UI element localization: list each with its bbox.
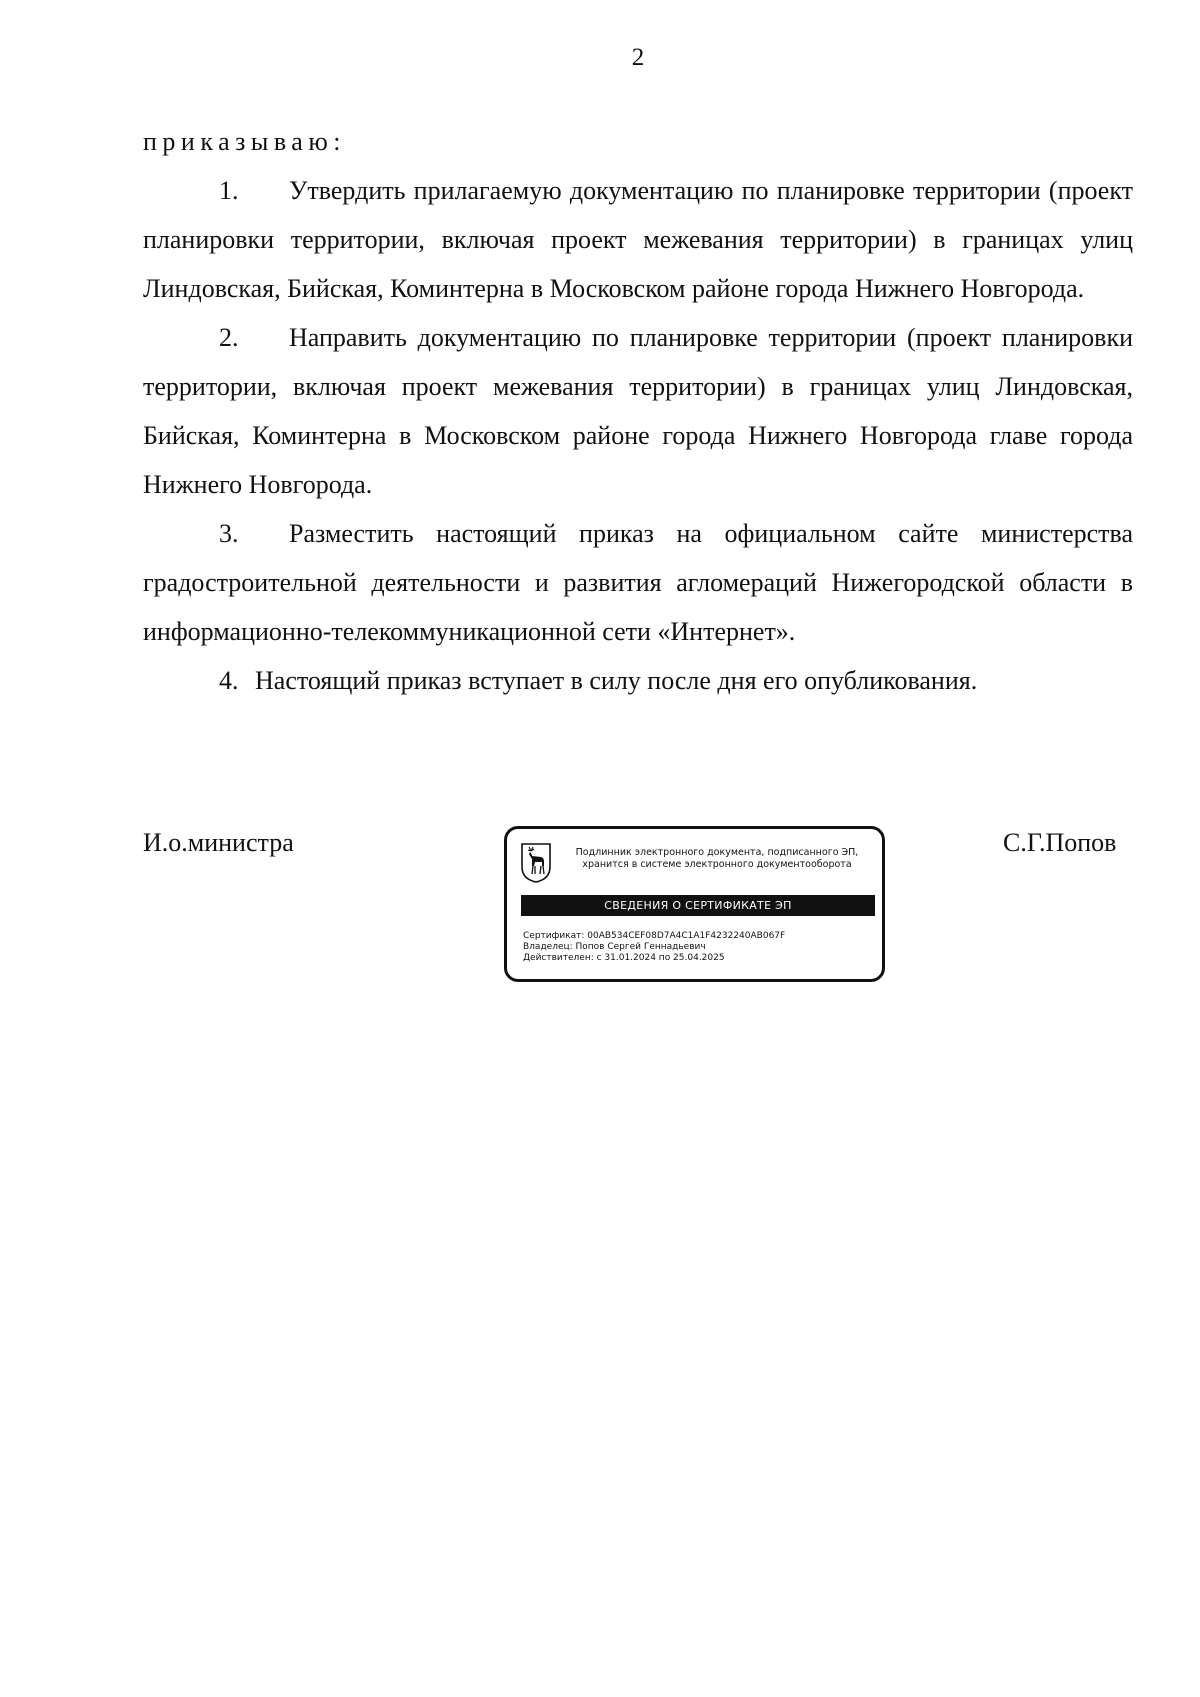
item-number: 2.: [219, 323, 239, 352]
electronic-signature-stamp: [504, 826, 885, 982]
deer-coat-of-arms-icon: [521, 843, 551, 883]
order-item-4: [143, 656, 1133, 705]
certificate-number: Сертификат: 00AB534CEF08D7A4C1A1F4232240AB067F: [523, 931, 786, 941]
order-item-1: [143, 166, 1133, 313]
item-number: 3.: [219, 519, 239, 548]
item-text: Направить документацию по планировке территории (проект планировки территории, включая проект межевания территории) в границах улиц Линдовская, Бийская, Коминтерна в Московском районе города Нижнего Новгорода главе города Нижнего Новгорода.: [143, 323, 1133, 499]
item-text: Разместить настоящий приказ на официальном сайте министерства градостроительной деятельности и развития агломераций Нижегородской области в информационно-телекоммуникационной сети «Интернет».: [143, 519, 1133, 646]
item-number: 1.: [219, 176, 239, 205]
stamp-title-bar: СВЕДЕНИЯ О СЕРТИФИКАТЕ ЭП: [521, 895, 875, 916]
signer-role: И.о.министра: [143, 828, 294, 857]
order-verb: приказываю:: [143, 127, 346, 156]
order-item-3: [143, 509, 1133, 656]
stamp-header-line: Подлинник электронного документа, подписанного ЭП,: [575, 847, 859, 858]
stamp-header: [557, 847, 877, 871]
certificate-validity: Действителен: с 31.01.2024 по 25.04.2025: [523, 953, 725, 963]
page-number: 2: [631, 44, 645, 71]
stamp-details: [523, 931, 785, 964]
order-item-2: [143, 313, 1133, 509]
item-text: Настоящий приказ вступает в силу после дня его опубликования.: [255, 666, 978, 695]
order-body: [143, 117, 1133, 705]
item-text: Утвердить прилагаемую документацию по планировке территории (проект планировки территории, включая проект межевания территории) в границах улиц Линдовская, Бийская, Коминтерна в Московском районе города Нижнего Новгорода.: [143, 176, 1133, 303]
signer-name: С.Г.Попов: [1003, 828, 1117, 857]
stamp-header-line: хранится в системе электронного документооборота: [582, 859, 852, 870]
certificate-owner: Владелец: Попов Сергей Геннадьевич: [523, 942, 706, 952]
item-number: 4.: [219, 666, 239, 695]
